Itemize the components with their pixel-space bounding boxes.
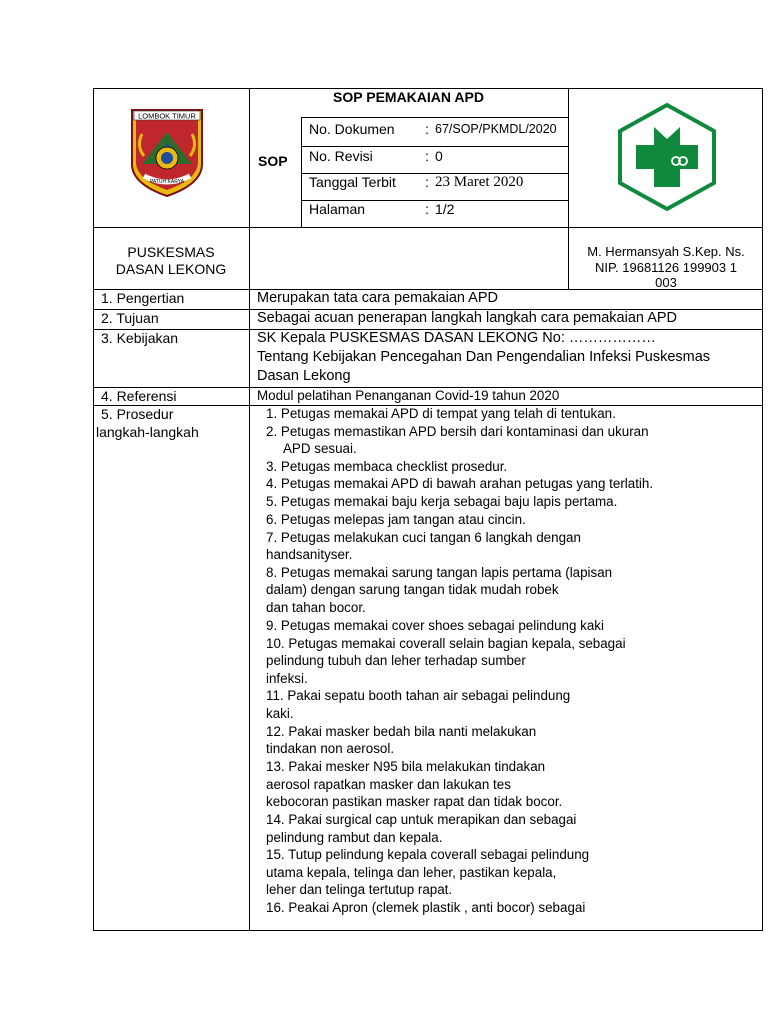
- prosedur-line: 13. Pakai mesker N95 bila melakukan tindakan: [266, 759, 546, 774]
- prosedur-line: dalam) dengan sarung tangan tidak mudah robek: [266, 582, 559, 597]
- field-sep: :: [425, 201, 429, 217]
- signer-name: M. Hermansyah S.Kep. Ns.: [587, 244, 745, 259]
- field-value: 0: [435, 148, 443, 164]
- prosedur-line: pelindung tubuh dan leher terhadap sumber: [266, 653, 526, 668]
- field-label: Halaman: [309, 201, 366, 217]
- field-label: No. Dokumen: [309, 121, 395, 137]
- prosedur-line: utama kepala, telinga dan leher, pastikan kepala,: [266, 865, 557, 880]
- prosedur-line: kaki.: [266, 706, 294, 721]
- prosedur-line: 2. Petugas memastikan APD bersih dari kontaminasi dan ukuran: [266, 424, 649, 439]
- field-sep: :: [425, 121, 429, 137]
- sop-label: SOP: [258, 153, 288, 169]
- lombok-timur-logo: [128, 106, 206, 198]
- prosedur-line: 14. Pakai surgical cap untuk merapikan dan sebagai: [266, 812, 577, 827]
- pengertian-label: 1. Pengertian: [101, 290, 185, 306]
- field-value: 23 Maret 2020: [435, 174, 524, 190]
- prosedur-line: infeksi.: [266, 671, 308, 686]
- prosedur-line: 11. Pakai sepatu booth tahan air sebagai pelindung: [266, 688, 571, 703]
- prosedur-line: 10. Petugas memakai coverall selain bagian kepala, sebagai: [266, 636, 626, 651]
- prosedur-line: 7. Petugas melakukan cuci tangan 6 langkah dengan: [266, 530, 581, 545]
- pengertian-text: Merupakan tata cara pemakaian APD: [257, 290, 498, 306]
- lombok-timur-motto: PATUH KARYA: [149, 179, 185, 185]
- field-value: 1/2: [435, 201, 455, 217]
- prosedur-line: 5. Petugas memakai baju kerja sebagai baju lapis pertama.: [266, 494, 618, 509]
- prosedur-line: pelindung rambut dan kepala.: [266, 830, 443, 845]
- prosedur-line: leher dan telinga tertutup rapat.: [266, 882, 453, 897]
- field-label: No. Revisi: [309, 148, 373, 164]
- prosedur-line: handsanityser.: [266, 547, 353, 562]
- tujuan-label: 2. Tujuan: [101, 310, 159, 326]
- signer-nip: NIP. 19681126 199903 1: [595, 260, 737, 275]
- prosedur-label: 5. Prosedur: [101, 406, 174, 422]
- puskesmas-logo: [614, 101, 720, 213]
- prosedur-line: 9. Petugas memakai cover shoes sebagai pelindung kaki: [266, 618, 604, 633]
- field-label: Tanggal Terbit: [309, 174, 396, 190]
- kebijakan-label: 3. Kebijakan: [101, 330, 179, 346]
- prosedur-line: kebocoran pastikan masker rapat dan tidak bocor.: [266, 794, 563, 809]
- prosedur-line: 6. Petugas melepas jam tangan atau cincin.: [266, 512, 526, 527]
- lombok-timur-text: LOMBOK TIMUR: [138, 111, 196, 121]
- prosedur-line: 3. Petugas membaca checklist prosedur.: [266, 459, 508, 474]
- prosedur-line: 12. Pakai masker bedah bila nanti melakukan: [266, 724, 537, 739]
- kebijakan-line: SK Kepala PUSKESMAS DASAN LEKONG No: ………………: [257, 330, 656, 346]
- prosedur-line: APD sesuai.: [283, 441, 357, 456]
- referensi-label: 4. Referensi: [101, 388, 177, 404]
- prosedur-line: aerosol rapatkan masker dan lakukan tes: [266, 777, 511, 792]
- referensi-text: Modul pelatihan Penanganan Covid-19 tahun 2020: [257, 388, 560, 403]
- prosedur-line: 15. Tutup pelindung kepala coverall sebagai pelindung: [266, 847, 590, 862]
- document-title: SOP PEMAKAIAN APD: [333, 89, 484, 105]
- prosedur-line: 1. Petugas memakai APD di tempat yang telah di tentukan.: [266, 406, 616, 421]
- prosedur-label-cont: langkah-langkah: [96, 424, 199, 440]
- kebijakan-line: Tentang Kebijakan Pencegahan Dan Pengendalian Infeksi Puskesmas: [257, 349, 711, 365]
- prosedur-line: tindakan non aerosol.: [266, 741, 395, 756]
- prosedur-line: 8. Petugas memakai sarung tangan lapis pertama (lapisan: [266, 565, 613, 580]
- prosedur-line: 4. Petugas memakai APD di bawah arahan petugas yang terlatih.: [266, 476, 654, 491]
- tujuan-text: Sebagai acuan penerapan langkah langkah cara pemakaian APD: [257, 310, 678, 326]
- org-name-line1: PUSKESMAS: [127, 244, 215, 260]
- signer-nip-cont: 003: [655, 275, 677, 290]
- field-sep: :: [425, 148, 429, 164]
- field-value: 67/SOP/PKMDL/2020: [435, 122, 557, 136]
- prosedur-line: 16. Peakai Apron (clemek plastik , anti bocor) sebagai: [266, 900, 586, 915]
- prosedur-line: dan tahan bocor.: [266, 600, 366, 615]
- kebijakan-line: Dasan Lekong: [257, 368, 351, 384]
- field-sep: :: [425, 174, 429, 190]
- org-name-line2: DASAN LEKONG: [115, 261, 227, 277]
